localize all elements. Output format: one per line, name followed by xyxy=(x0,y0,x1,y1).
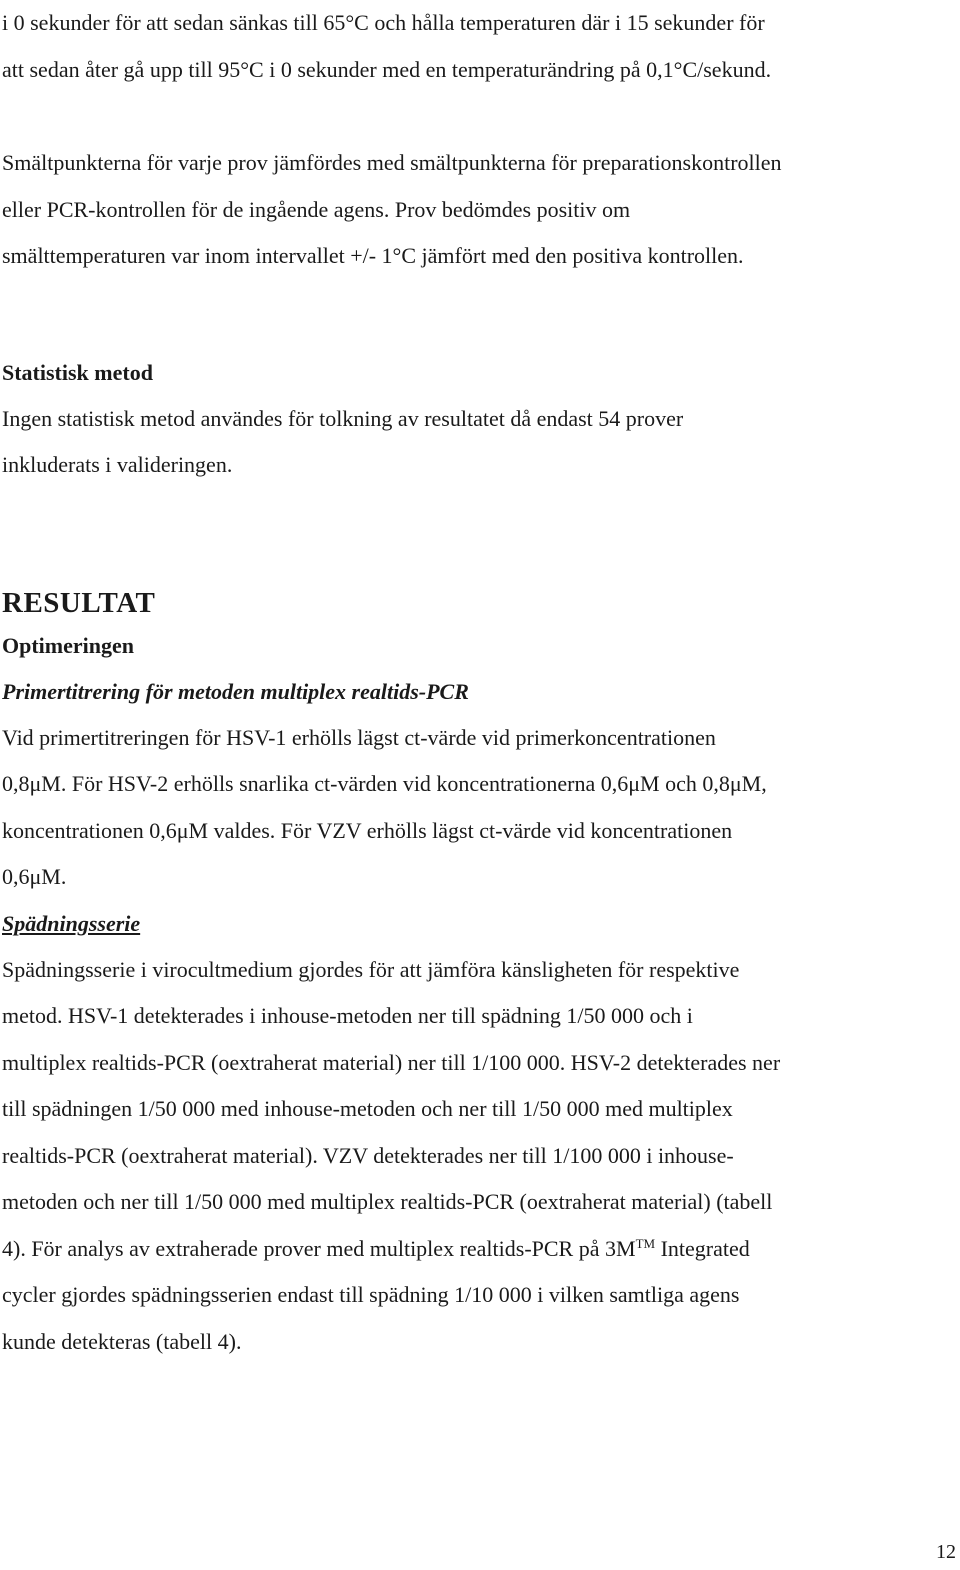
document-page xyxy=(2,0,956,1365)
text-line: i 0 sekunder för att sedan sänkas till 65°C och hålla temperaturen där i 15 sekunder för xyxy=(2,10,765,35)
text-line xyxy=(2,1226,956,1273)
text-line: kunde detekteras (tabell 4). xyxy=(2,1328,242,1354)
results-heading: RESULTAT xyxy=(2,586,156,619)
text-line: cycler gjordes spädningsserien endast till spädning 1/10 000 i vilken samtliga agens xyxy=(2,1282,740,1307)
primer-titration-heading: Primertitrering för metoden multiplex realtids-PCR xyxy=(2,678,469,704)
melting-point-paragraph xyxy=(2,140,956,280)
text-line: smälttemperaturen var inom intervallet +/- 1°C jämfört med den positiva kontrollen. xyxy=(2,243,744,268)
results-section xyxy=(2,583,956,1366)
text-line: inkluderats i valideringen. xyxy=(2,452,233,477)
optimization-heading: Optimeringen xyxy=(2,632,134,658)
page-number: 12 xyxy=(936,1541,956,1563)
text-line: Spädningsserie i virocultmedium gjordes för att jämföra känsligheten för respektive xyxy=(2,956,740,982)
text-line: Ingen statistisk metod användes för tolkning av resultatet då endast 54 prover xyxy=(2,405,684,431)
statistics-section xyxy=(2,350,956,489)
text-fragment: Integrated xyxy=(655,1235,750,1261)
text-line: multiplex realtids-PCR (oextraherat material) ner till 1/100 000. HSV-2 detekterades ner xyxy=(2,1049,781,1075)
text-line: att sedan åter gå upp till 95°C i 0 sekunder med en temperaturändring på 0,1°C/sekund. xyxy=(2,56,772,82)
text-line: 0,8μM. För HSV-2 erhölls snarlika ct-värden vid koncentrationerna 0,6μM och 0,8μM, xyxy=(2,771,767,796)
text-fragment: 4). För analys av extraherade prover med multiplex realtids-PCR på 3M xyxy=(2,1235,636,1261)
text-line: metoden och ner till 1/50 000 med multiplex realtids-PCR (oextraherat material) (tabell xyxy=(2,1189,773,1214)
text-line: koncentrationen 0,6μM valdes. För VZV erhölls lägst ct-värde vid koncentrationen xyxy=(2,817,733,843)
text-line: till spädningen 1/50 000 med inhouse-metoden och ner till 1/50 000 med multiplex xyxy=(2,1096,733,1121)
text-line: metod. HSV-1 detekterades i inhouse-metoden ner till spädning 1/50 000 och i xyxy=(2,1003,693,1028)
text-line: Vid primertitreringen för HSV-1 erhölls lägst ct-värde vid primerkoncentrationen xyxy=(2,724,716,750)
text-line: realtids-PCR (oextraherat material). VZV detekterades ner till 1/100 000 i inhouse- xyxy=(2,1142,734,1168)
dilution-series-heading: Spädningsserie xyxy=(2,910,141,936)
statistics-heading: Statistisk metod xyxy=(2,359,153,385)
text-line: 0,6μM. xyxy=(2,864,67,889)
text-line: Smältpunkterna för varje prov jämfördes med smältpunkterna för preparationskontrollen xyxy=(2,150,782,175)
trademark-superscript: TM xyxy=(635,1235,656,1251)
intro-paragraph xyxy=(2,0,956,93)
text-line: eller PCR-kontrollen för de ingående agens. Prov bedömdes positiv om xyxy=(2,196,631,222)
